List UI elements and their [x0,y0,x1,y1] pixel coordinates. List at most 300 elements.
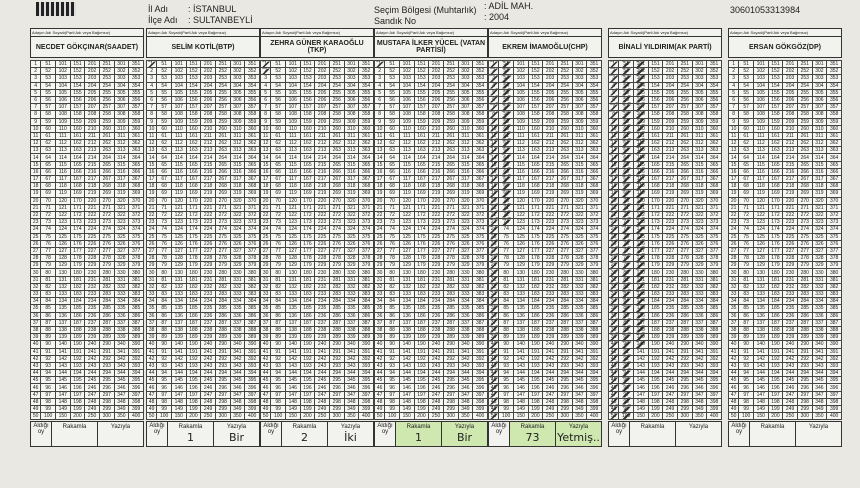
tally-row [147,355,260,362]
tally-cell: 8 [729,111,739,118]
tally-cell: 82 [499,283,514,290]
tally-cell: 139 [285,334,300,341]
tally-cell: 400 [359,413,374,420]
tally-cell: 334 [114,298,129,305]
candidate-column [260,28,374,488]
tally-cell: 132 [513,283,528,290]
tally-cell: 104 [753,82,768,89]
tally-row [729,391,842,398]
tally-cell: 158 [70,111,85,118]
tally-cell: 286 [329,312,344,319]
tally-cell: 227 [315,247,330,254]
tally-cell: 304 [114,82,129,89]
vote-number: 1 [415,431,422,445]
tally-cell: 23 [729,219,739,226]
tally-cell: 147 [285,391,300,398]
tally-cell: 295 [443,377,458,384]
tally-row [31,118,144,125]
tally-cell: 25 [261,233,271,240]
tally-cell: 97 [499,391,514,398]
tally-cell: 120 [753,197,768,204]
tally-cell: 388 [587,326,602,333]
tally-row [31,283,144,290]
tally-cell: 319 [344,190,359,197]
tally-cell: 361 [707,132,722,139]
tally-cell: 311 [114,132,129,139]
tally-row [31,406,144,413]
tally-cell: 23 [261,219,271,226]
tally-row [261,326,374,333]
tally-row [147,276,260,283]
tally-cell: 269 [329,190,344,197]
tally-cell: 285 [797,305,812,312]
tally-cell: 282 [443,283,458,290]
tally-row [609,355,722,362]
tally-cell: 356 [129,96,144,103]
box-label: Adayın Adı Soyadı(Parti Adı veya Bağımsız) [374,28,488,37]
vote-words: İki [344,431,357,445]
tally-cell: 339 [572,334,587,341]
tally-cell: 195 [768,377,783,384]
tally-cell: 157 [768,104,783,111]
tally-cell: 253 [797,75,812,82]
tally-cell: 11 [489,132,499,139]
tally-row [489,82,602,89]
tally-cell: 30 [31,269,41,276]
tally-cell: 137 [513,319,528,326]
tally-row [375,391,488,398]
tally-cell: 375 [707,233,722,240]
tally-cell: 392 [129,355,144,362]
tally-cell: 146 [171,384,186,391]
tally-cell: 327 [572,247,587,254]
tally-cell: 104 [399,82,414,89]
tally-cell: 95 [619,377,634,384]
tally-cell: 93 [619,362,634,369]
tally-cell: 284 [797,298,812,305]
tally-row [31,68,144,75]
tally-cell: 111 [285,132,300,139]
tally-cell: 324 [572,226,587,233]
tally-cell: 318 [458,183,473,190]
tally-cell: 238 [663,326,678,333]
tally-row [609,176,722,183]
tally-cell: 257 [677,104,692,111]
tally-row [261,104,374,111]
tally-cell: 34 [31,298,41,305]
tally-cell: 222 [663,211,678,218]
tally-cell: 234 [783,298,798,305]
tally-cell: 184 [768,298,783,305]
tally-cell: 315 [458,161,473,168]
tally-cell: 29 [729,262,739,269]
tally-cell: 329 [692,262,707,269]
tally-cell: 143 [633,362,648,369]
tally-cell: 215 [201,161,216,168]
tally-row [147,247,260,254]
tally-cell: 203 [201,75,216,82]
tally-cell: 322 [458,211,473,218]
tally-cell: 64 [41,154,56,161]
tally-cell: 69 [619,190,634,197]
tally-cell: 378 [827,255,842,262]
tally-cell: 190 [528,341,543,348]
tally-cell: 22 [609,211,619,218]
tally-cell: 95 [739,377,754,384]
tally-cell: 125 [171,233,186,240]
tally-cell: 309 [572,118,587,125]
tally-row [375,233,488,240]
tally-cell: 128 [513,255,528,262]
tally-cell: 150 [285,413,300,420]
tally-row [729,104,842,111]
tally-cell: 72 [157,211,172,218]
tally-cell: 382 [587,283,602,290]
tally-cell: 400 [587,413,602,420]
tally-cell: 213 [543,147,558,154]
tally-cell: 181 [528,276,543,283]
tally-cell: 305 [692,89,707,96]
tally-cell: 386 [129,312,144,319]
tally-row [375,132,488,139]
tally-cell: 118 [513,183,528,190]
tally-cell: 243 [783,362,798,369]
tally-cell: 82 [271,283,286,290]
tally-row [147,219,260,226]
tally-cell: 85 [157,305,172,312]
tally-cell: 262 [443,140,458,147]
tally-cell: 345 [344,377,359,384]
tally-cell: 178 [300,255,315,262]
tally-cell: 252 [443,68,458,75]
tally-cell: 349 [344,406,359,413]
tally-cell: 219 [201,190,216,197]
tally-cell: 100 [739,413,754,420]
tally-cell: 68 [271,183,286,190]
tally-row [261,118,374,125]
tally-cell: 385 [359,305,374,312]
tally-cell: 15 [375,161,385,168]
tally-cell: 188 [70,326,85,333]
tally-cell: 127 [171,247,186,254]
tally-cell: 184 [528,298,543,305]
tally-cell: 167 [768,176,783,183]
tally-cell: 325 [344,233,359,240]
tally-cell: 392 [707,355,722,362]
tally-cell: 159 [528,118,543,125]
sandik-value: : 2004 [484,12,510,22]
tally-cell: 186 [648,312,663,319]
tally-cell: 398 [587,398,602,405]
tally-cell: 379 [129,262,144,269]
tally-cell: 352 [359,68,374,75]
tally-cell: 192 [186,355,201,362]
tally-cell: 277 [797,247,812,254]
tally-cell: 219 [543,190,558,197]
tally-row [489,283,602,290]
tally-cell: 213 [429,147,444,154]
tally-cell: 291 [443,348,458,355]
tally-cell: 165 [528,161,543,168]
tally-cell: 65 [157,161,172,168]
tally-cell: 270 [215,197,230,204]
tally-cell: 319 [812,190,827,197]
tally-cell: 389 [473,334,488,341]
tally-cell: 69 [739,190,754,197]
tally-cell: 256 [557,96,572,103]
tally-row [261,312,374,319]
tally-cell: 167 [648,176,663,183]
tally-cell: 70 [385,197,400,204]
tally-cell: 178 [186,255,201,262]
tally-cell: 164 [648,154,663,161]
tally-cell: 306 [692,96,707,103]
tally-cell: 55 [41,89,56,96]
tally-row [31,370,144,377]
tally-cell: 177 [648,247,663,254]
tally-cell: 270 [99,197,114,204]
tally-cell: 67 [619,176,634,183]
tally-cell: 294 [329,370,344,377]
tally-cell: 246 [429,384,444,391]
tally-cell: 284 [329,298,344,305]
tally-cell: 35 [261,305,271,312]
tally-cell: 25 [609,233,619,240]
tally-row [375,348,488,355]
tally-cell: 45 [147,377,157,384]
tally-cell: 39 [147,334,157,341]
tally-cell: 273 [443,219,458,226]
tally-cell: 204 [315,82,330,89]
tally-row [729,291,842,298]
tally-cell: 349 [812,406,827,413]
tally-cell: 6 [609,96,619,103]
tally-cell: 118 [55,183,70,190]
tally-cell: 49 [31,406,41,413]
tally-row [489,219,602,226]
tally-cell: 61 [271,132,286,139]
tally-cell: 366 [587,168,602,175]
tally-cell: 177 [70,247,85,254]
tally-cell: 219 [85,190,100,197]
tally-cell: 206 [429,96,444,103]
yaziyla-label: Yazıyla [110,424,131,431]
tally-cell: 31 [31,276,41,283]
tally-cell: 362 [587,140,602,147]
tally-cell: 336 [114,312,129,319]
tally-cell: 33 [375,291,385,298]
tally-cell: 97 [157,391,172,398]
tally-cell: 49 [147,406,157,413]
tally-cell: 137 [285,319,300,326]
tally-cell: 216 [783,168,798,175]
tally-cell: 119 [55,190,70,197]
tally-cell: 181 [648,276,663,283]
tally-cell: 167 [186,176,201,183]
tally-cell: 52 [499,68,514,75]
tally-cell: 41 [609,348,619,355]
tally-row [489,276,602,283]
tally-row [609,341,722,348]
tally-cell: 205 [783,89,798,96]
tally-cell: 23 [375,219,385,226]
tally-cell: 99 [499,406,514,413]
tally-cell: 333 [692,291,707,298]
tally-cell: 29 [261,262,271,269]
tally-row [147,298,260,305]
tally-cell: 311 [230,132,245,139]
tally-cell: 357 [359,104,374,111]
tally-cell: 224 [201,226,216,233]
tally-cell: 45 [609,377,619,384]
tally-cell: 224 [663,226,678,233]
tally-cell: 202 [663,68,678,75]
tally-cell: 36 [375,312,385,319]
tally-cell: 391 [245,348,260,355]
tally-cell: 75 [157,233,172,240]
tally-cell: 348 [458,398,473,405]
tally-cell: 253 [215,75,230,82]
tally-cell: 186 [768,312,783,319]
tally-cell: 301 [812,61,827,68]
tally-cell: 25 [31,233,41,240]
tally-cell: 353 [245,75,260,82]
tally-cell: 102 [399,68,414,75]
rakamla-label: Rakamla [520,424,545,431]
tally-cell: 296 [797,384,812,391]
tally-cell: 129 [399,262,414,269]
tally-cell: 314 [812,154,827,161]
tally-cell: 115 [399,161,414,168]
tally-cell: 311 [458,132,473,139]
tally-cell: 156 [414,96,429,103]
tally-cell: 381 [707,276,722,283]
tally-cell: 348 [344,398,359,405]
tally-cell: 117 [399,176,414,183]
tally-cell: 100 [271,413,286,420]
tally-cell: 258 [797,111,812,118]
tally-cell: 382 [473,283,488,290]
tally-cell: 309 [344,118,359,125]
tally-cell: 137 [55,319,70,326]
tally-cell: 388 [359,326,374,333]
tally-cell: 138 [171,326,186,333]
tally-cell: 126 [55,240,70,247]
tally-cell: 185 [768,305,783,312]
tally-cell: 307 [114,104,129,111]
tally-cell: 320 [458,197,473,204]
tally-cell: 280 [797,269,812,276]
tally-cell: 173 [414,219,429,226]
tally-cell: 138 [633,326,648,333]
tally-cell: 136 [753,312,768,319]
tally-cell: 46 [31,384,41,391]
tally-cell: 271 [443,204,458,211]
tally-cell: 208 [543,111,558,118]
tally-cell: 239 [201,334,216,341]
tally-cell: 153 [648,75,663,82]
tally-cell: 162 [768,140,783,147]
tally-cell: 359 [129,118,144,125]
tally-cell: 308 [572,111,587,118]
tally-cell: 65 [619,161,634,168]
tally-cell: 108 [55,111,70,118]
tally-cell: 395 [707,377,722,384]
tally-cell: 212 [429,140,444,147]
tally-cell: 386 [245,312,260,319]
tally-cell: 387 [129,319,144,326]
tally-cell: 350 [344,413,359,420]
tally-row [261,68,374,75]
tally-cell: 267 [557,176,572,183]
tally-cell: 214 [429,154,444,161]
aldigi-oy-label: Aldığı oy [729,422,750,446]
tally-cell: 315 [692,161,707,168]
tally-cell: 244 [315,370,330,377]
tally-cell: 323 [458,219,473,226]
tally-cell: 77 [739,247,754,254]
tally-cell: 233 [663,291,678,298]
tally-cell: 17 [609,176,619,183]
tally-cell: 322 [692,211,707,218]
tally-cell: 196 [648,384,663,391]
tally-cell: 53 [385,75,400,82]
tally-cell: 143 [399,362,414,369]
tally-cell: 107 [171,104,186,111]
tally-cell: 223 [429,219,444,226]
tally-cell: 269 [443,190,458,197]
tally-grid [374,60,488,420]
tally-cell: 296 [557,384,572,391]
tally-cell: 295 [797,377,812,384]
tally-cell: 250 [201,413,216,420]
tally-cell: 207 [783,104,798,111]
tally-cell: 308 [344,111,359,118]
tally-cell: 351 [129,61,144,68]
tally-cell: 294 [99,370,114,377]
tally-cell: 14 [261,154,271,161]
tally-cell: 281 [443,276,458,283]
tally-cell: 48 [31,398,41,405]
tally-cell: 25 [375,233,385,240]
tally-cell: 15 [489,161,499,168]
candidate-name: SELİM KOTİL(BTP) [146,37,260,58]
tally-cell: 40 [729,341,739,348]
tally-cell: 150 [633,413,648,420]
tally-cell: 86 [271,312,286,319]
tally-cell: 144 [399,370,414,377]
tally-row [609,111,722,118]
tally-cell: 12 [31,140,41,147]
tally-cell: 10 [147,125,157,132]
tally-cell: 396 [827,384,842,391]
tally-cell: 85 [385,305,400,312]
tally-cell: 41 [261,348,271,355]
tally-cell: 337 [692,319,707,326]
tally-cell: 392 [587,355,602,362]
tally-cell: 383 [587,291,602,298]
tally-cell: 307 [692,104,707,111]
tally-row [489,291,602,298]
tally-cell: 193 [70,362,85,369]
tally-cell: 144 [171,370,186,377]
tally-cell: 95 [41,377,56,384]
tally-cell: 22 [31,211,41,218]
tally-cell: 323 [812,219,827,226]
tally-cell: 283 [215,291,230,298]
tally-cell: 154 [414,82,429,89]
tally-cell: 105 [171,89,186,96]
